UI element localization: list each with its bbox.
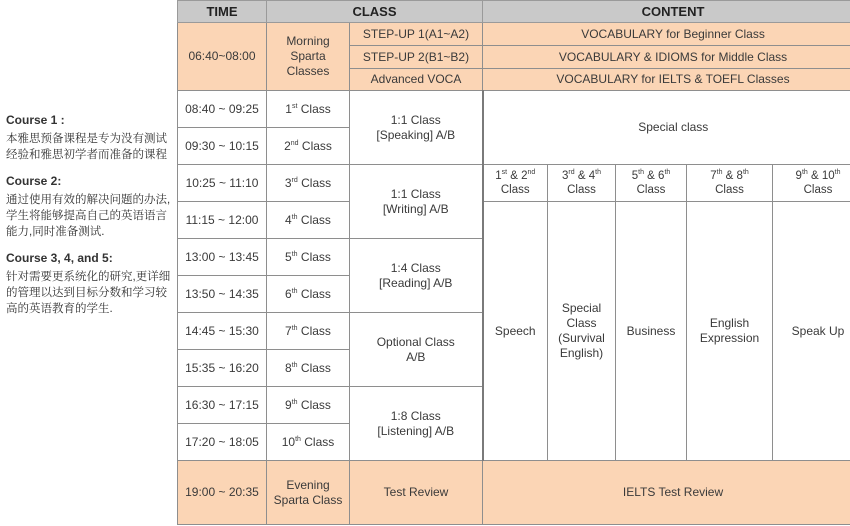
course-descriptions <box>6 112 174 327</box>
subheader-a-sup: th <box>638 169 644 177</box>
subheader-4 <box>687 165 773 202</box>
subheader-a-sup: th <box>716 169 723 177</box>
slot-sup: th <box>295 435 301 443</box>
class-line: [Listening] A/B <box>377 423 455 438</box>
morning-class-1: STEP-UP 1(A1~A2) <box>350 23 483 46</box>
subheader-mid: & <box>722 170 737 182</box>
morning-label <box>267 23 350 91</box>
subheader-1 <box>483 165 548 202</box>
subheader-b-sup: th <box>742 169 749 177</box>
slot-num: 6 <box>285 286 292 301</box>
slot-sup: st <box>291 102 298 110</box>
elective-speech: Speech <box>483 202 548 461</box>
slot-time: 15:35 ~ 16:20 <box>178 350 267 387</box>
slot-sup: th <box>291 398 298 406</box>
slot-time: 14:45 ~ 15:30 <box>178 313 267 350</box>
subheader-a: 1 <box>495 170 502 182</box>
slot-class <box>267 91 350 128</box>
evening-class: Test Review <box>350 461 483 525</box>
class-optional <box>350 313 483 387</box>
elective-business: Business <box>616 202 687 461</box>
course-1-title: Course 1 : <box>6 113 65 127</box>
course-3-5-title: Course 3, 4, and 5: <box>6 251 113 265</box>
evening-row <box>178 461 850 525</box>
elective-special-class <box>548 202 616 461</box>
course-3-5-description: 针对需要更系统化的研究,更详细的管理以达到目标分数和学习较高的英语教育的学生. <box>6 271 171 315</box>
slot-label: Class <box>301 175 332 190</box>
slot-class <box>267 313 350 350</box>
slot-class <box>267 165 350 202</box>
slot-num: 10 <box>281 434 296 449</box>
subheader-b: 8 <box>736 170 743 182</box>
slot-class <box>267 202 350 239</box>
subheader-5 <box>773 165 850 202</box>
slot-sup: th <box>291 250 298 258</box>
slot-class <box>267 387 350 424</box>
slot-num: 8 <box>285 360 292 375</box>
slot-sup: th <box>291 287 298 295</box>
subheader-a: 9 <box>795 170 802 182</box>
header-row <box>178 1 850 23</box>
morning-label-line: Classes <box>286 64 330 78</box>
morning-content-2: VOCABULARY & IDIOMS for Middle Class <box>483 46 850 69</box>
subheader-b: 2 <box>521 170 528 182</box>
course-2-block <box>6 173 174 240</box>
subheader-a: 7 <box>710 170 717 182</box>
class-line: [Reading] A/B <box>379 275 453 290</box>
subheader-a-sup: th <box>801 169 808 177</box>
header-content: CONTENT <box>483 1 850 23</box>
class-speaking <box>350 91 483 165</box>
slot-label: Class <box>304 434 335 449</box>
subheader-b: 4 <box>588 170 596 182</box>
class-reading <box>350 239 483 313</box>
subheader-b: 10 <box>821 170 835 182</box>
elective-speak-up: Speak Up <box>773 202 850 461</box>
course-3-5-block <box>6 250 174 317</box>
morning-label-line: Sparta <box>290 49 326 63</box>
schedule-table <box>177 0 850 525</box>
slot-sup: nd <box>290 139 299 147</box>
slot-num: 1 <box>285 101 292 116</box>
subheader-label: Class <box>500 184 530 196</box>
evening-label <box>267 461 350 525</box>
morning-time: 06:40~08:00 <box>178 23 267 91</box>
class-line: A/B <box>406 349 426 364</box>
elective-line: Class <box>566 316 597 330</box>
subheader-mid: & <box>574 170 589 182</box>
elective-line: English) <box>559 346 604 360</box>
slot-row-3 <box>178 165 850 202</box>
slot-label: Class <box>300 249 331 264</box>
slot-class <box>267 239 350 276</box>
subheader-label: Class <box>715 184 744 196</box>
header-time: TIME <box>178 1 267 23</box>
slot-time: 11:15 ~ 12:00 <box>178 202 267 239</box>
morning-content-1: VOCABULARY for Beginner Class <box>483 23 850 46</box>
slot-time: 08:40 ~ 09:25 <box>178 91 267 128</box>
subheader-b-sup: th <box>595 169 601 177</box>
slot-num: 7 <box>285 323 292 338</box>
course-2-description: 通过使用有效的解决问题的办法,学生将能够提高自己的英语语言能力,同时准备测试. <box>6 194 171 238</box>
course-1-description: 本雅思预备课程是专为没有测试经验和雅思初学者而准备的课程 <box>6 133 167 161</box>
elective-line: Special <box>561 301 602 315</box>
evening-content: IELTS Test Review <box>483 461 850 525</box>
elective-line: English <box>709 316 750 330</box>
subheader-b-sup: th <box>834 169 841 177</box>
slot-num: 9 <box>285 397 292 412</box>
subheader-b: 6 <box>658 170 665 182</box>
slot-num: 4 <box>285 212 292 227</box>
slot-label: Class <box>300 360 331 375</box>
subheader-a: 5 <box>631 170 639 182</box>
class-listening <box>350 387 483 461</box>
elective-english-expression <box>687 202 773 461</box>
slot-label: Class <box>300 212 331 227</box>
course-2-title: Course 2: <box>6 174 62 188</box>
slot-label: Class <box>300 397 331 412</box>
slot-class <box>267 424 350 461</box>
slot-row-1 <box>178 91 850 128</box>
course-1-block <box>6 112 174 163</box>
elective-line: Expression <box>699 331 760 345</box>
class-line: Optional Class <box>376 334 455 349</box>
slot-class <box>267 350 350 387</box>
slot-sup: rd <box>291 176 298 184</box>
slot-time: 10:25 ~ 11:10 <box>178 165 267 202</box>
slot-label: Class <box>300 101 331 116</box>
class-line: 1:1 Class <box>390 112 441 127</box>
subheader-3 <box>616 165 687 202</box>
morning-label-line: Morning <box>286 34 330 48</box>
slot-sup: th <box>291 324 298 332</box>
class-line: [Writing] A/B <box>382 201 449 216</box>
class-line: 1:4 Class <box>390 260 441 275</box>
slot-num: 3 <box>284 175 292 190</box>
slot-time: 09:30 ~ 10:15 <box>178 128 267 165</box>
subheader-label: Class <box>567 184 596 196</box>
elective-line: (Survival <box>558 331 605 345</box>
slot-label: Class <box>300 323 331 338</box>
slot-class <box>267 128 350 165</box>
subheader-mid: & <box>643 170 659 182</box>
subheader-a: 3 <box>562 170 569 182</box>
morning-row-1 <box>178 23 850 46</box>
slot-time: 13:00 ~ 13:45 <box>178 239 267 276</box>
evening-label-line: Sparta Class <box>273 492 343 507</box>
subheader-b-sup: th <box>664 169 671 177</box>
subheader-b-sup: nd <box>527 169 536 177</box>
slot-sup: th <box>291 361 298 369</box>
subheader-label: Class <box>803 184 833 196</box>
header-class: CLASS <box>267 1 483 23</box>
slot-num: 5 <box>285 249 292 264</box>
slot-num: 2 <box>284 138 291 153</box>
subheader-mid: & <box>807 170 822 182</box>
morning-class-2: STEP-UP 2(B1~B2) <box>350 46 483 69</box>
morning-content-3: VOCABULARY for IELTS & TOEFL Classes <box>483 69 850 91</box>
subheader-a-sup: rd <box>568 169 575 177</box>
subheader-2 <box>548 165 616 202</box>
evening-time: 19:00 ~ 20:35 <box>178 461 267 525</box>
slot-time: 13:50 ~ 14:35 <box>178 276 267 313</box>
class-line: 1:8 Class <box>390 408 441 423</box>
evening-label-line: Evening <box>286 477 330 492</box>
subheader-label: Class <box>636 184 666 196</box>
slot-label: Class <box>301 138 332 153</box>
class-writing <box>350 165 483 239</box>
slot-row-4 <box>178 202 850 239</box>
special-class: Special class <box>483 91 850 165</box>
slot-sup: th <box>291 213 298 221</box>
slot-label: Class <box>300 286 331 301</box>
class-line: [Speaking] A/B <box>376 127 456 142</box>
slot-time: 16:30 ~ 17:15 <box>178 387 267 424</box>
class-line: 1:1 Class <box>390 186 441 201</box>
morning-class-3: Advanced VOCA <box>350 69 483 91</box>
slot-class <box>267 276 350 313</box>
slot-time: 17:20 ~ 18:05 <box>178 424 267 461</box>
subheader-mid: & <box>507 170 522 182</box>
subheader-a-sup: st <box>501 169 508 177</box>
